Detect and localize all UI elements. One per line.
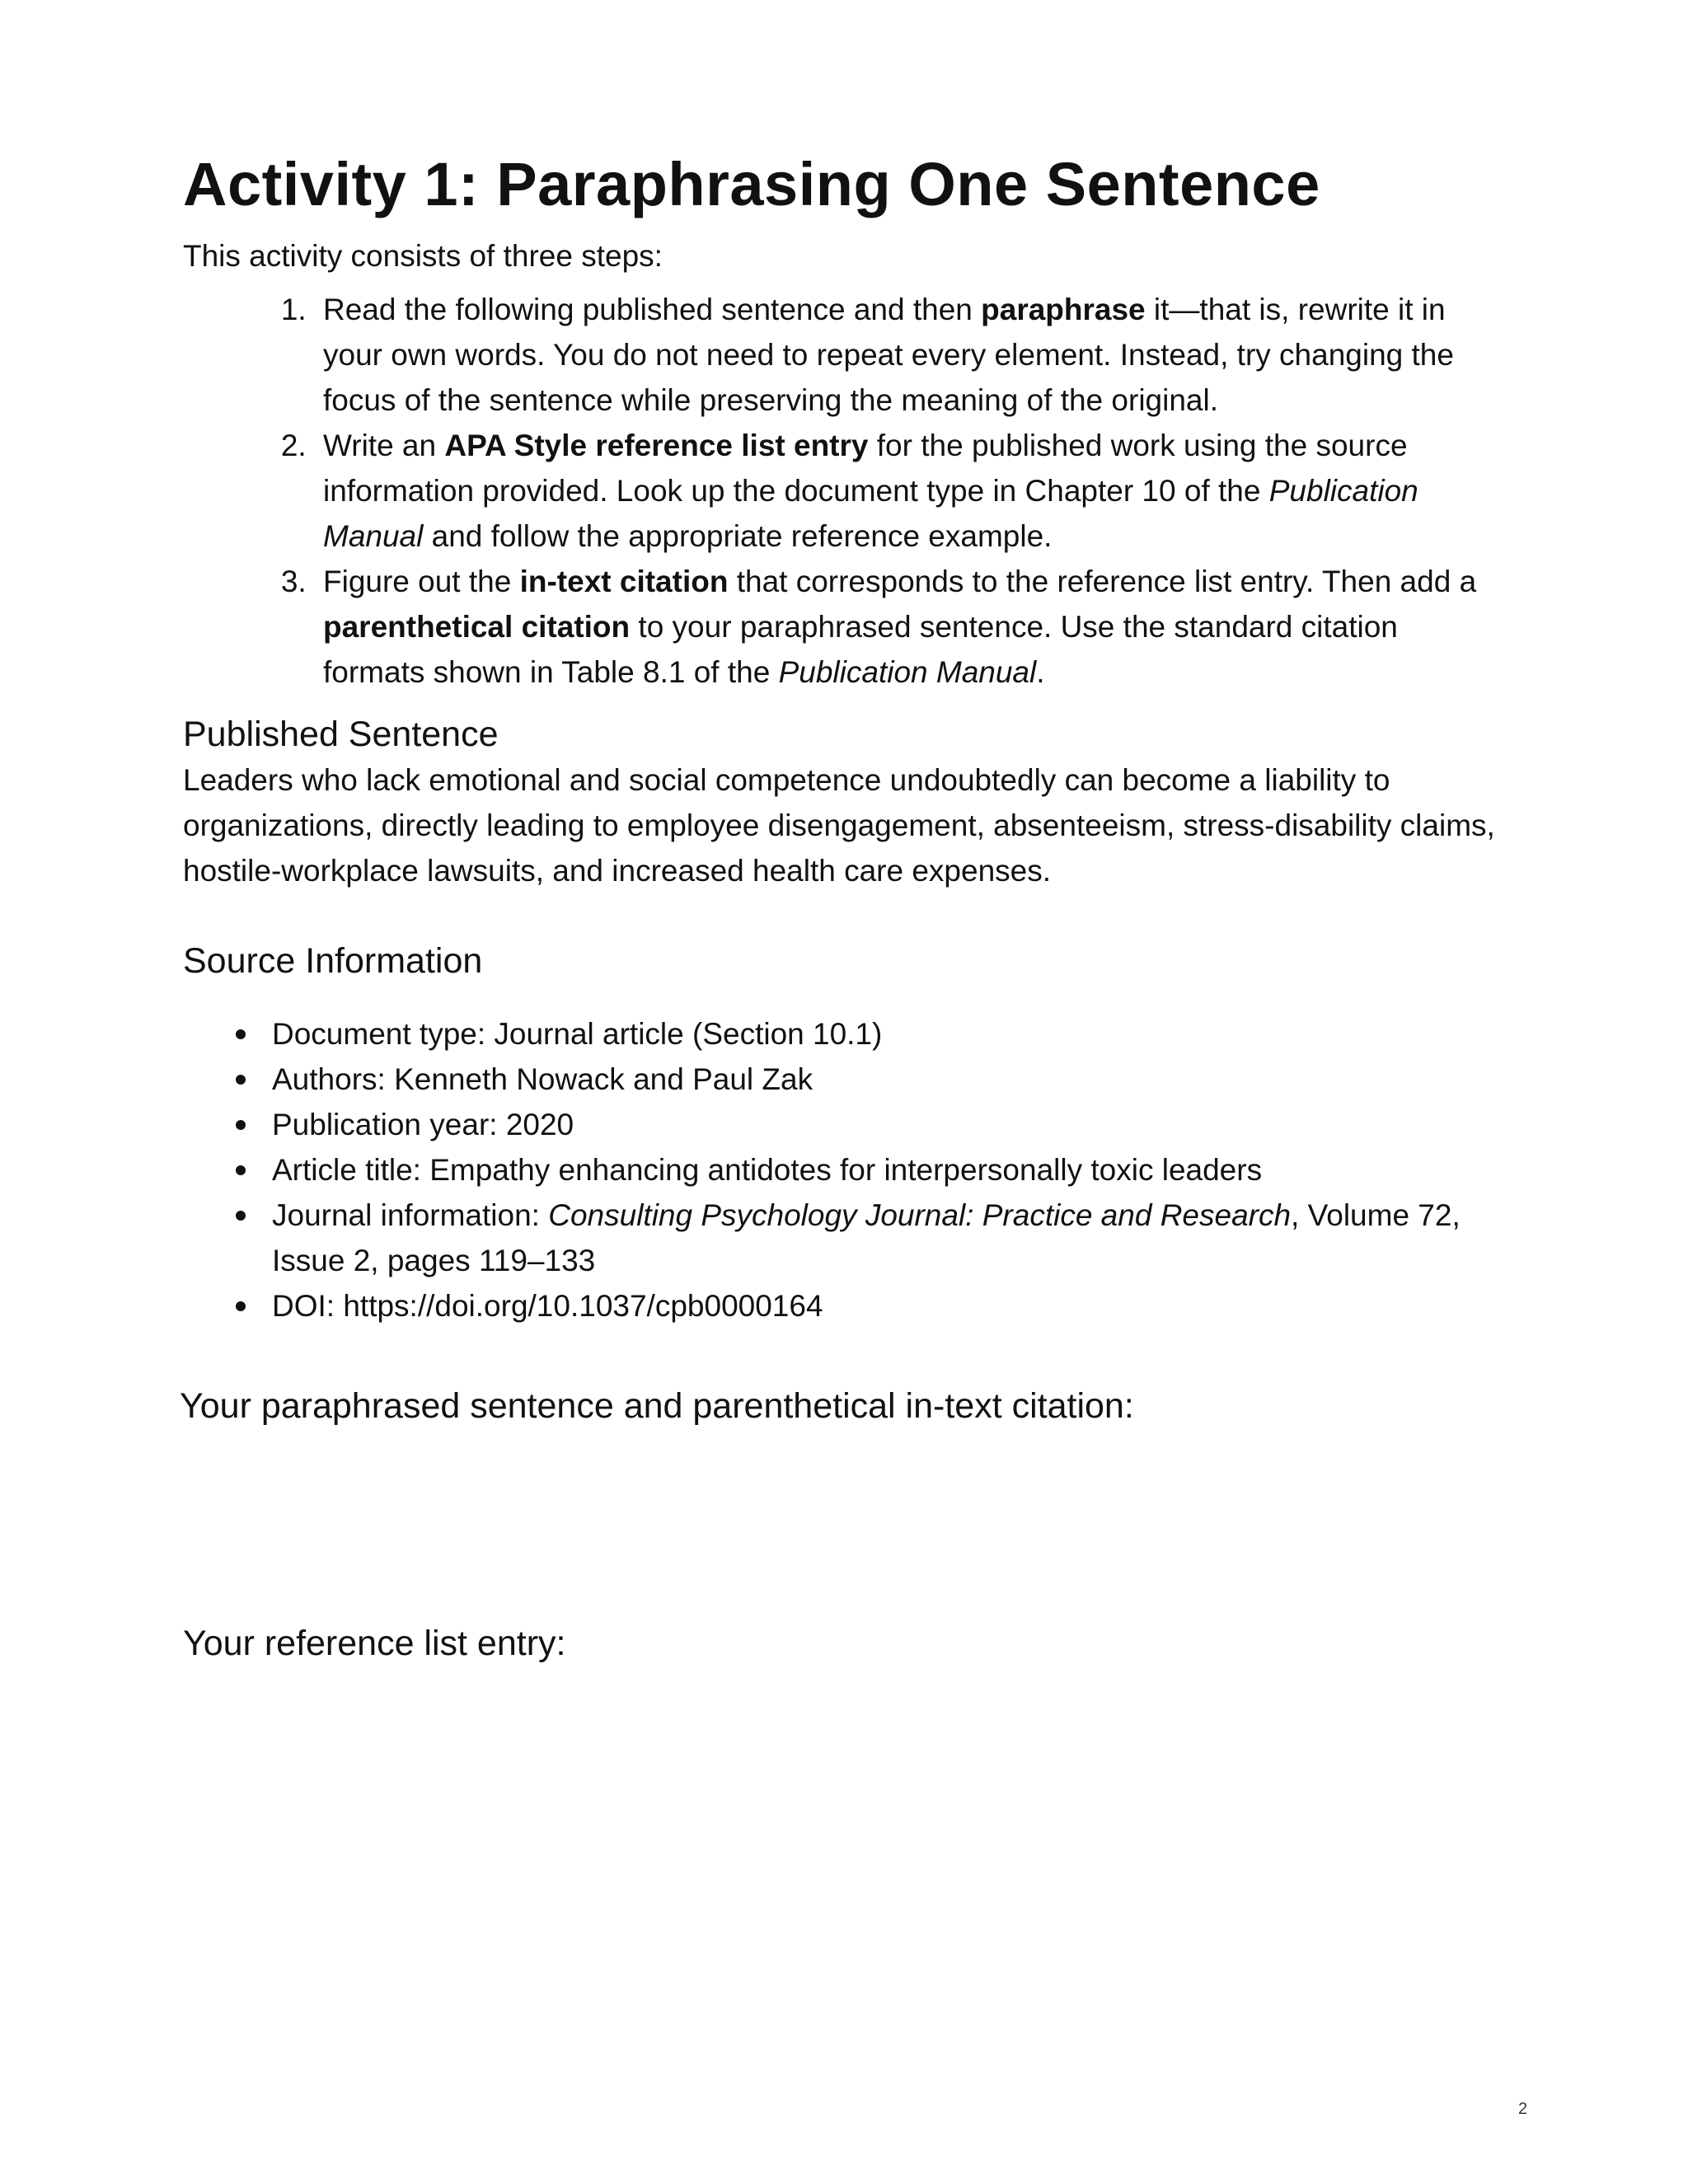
step-3-text-mid-2: to your paraphrased sentence. Use the standard citation formats shown in Table 8.1 of the (323, 609, 1398, 689)
source-information-heading: Source Information (183, 940, 483, 981)
source-year: Publication year: 2020 (272, 1102, 1502, 1147)
step-2 (315, 423, 1502, 559)
step-1-bold-term: paraphrase (981, 292, 1146, 326)
step-2-text: Write an (323, 428, 445, 462)
source-authors: Authors: Kenneth Nowack and Paul Zak (272, 1057, 1502, 1102)
step-3 (315, 559, 1502, 695)
step-2-text-rest: and follow the appropriate reference example. (423, 518, 1053, 553)
source-journal (272, 1193, 1502, 1283)
reference-entry-heading: Your reference list entry: (183, 1624, 566, 1664)
source-information-list (183, 1011, 1502, 1329)
journal-label: Journal information: (272, 1198, 549, 1233)
step-2-bold-term: APA Style reference list entry (444, 428, 869, 462)
steps-list (183, 287, 1502, 695)
source-doc-type: Document type: Journal article (Section 10.1) (272, 1011, 1502, 1057)
source-article-title: Article title: Empathy enhancing antidotes for interpersonally toxic leaders (272, 1147, 1502, 1193)
journal-details: , Volume 72, Issue 2, pages 119–133 (272, 1198, 1461, 1278)
step-1 (315, 287, 1502, 423)
source-doi: DOI: https://doi.org/10.1037/cpb0000164 (272, 1283, 1502, 1329)
step-3-text-mid: that corresponds to the reference list entry. Then add a (728, 564, 1477, 598)
intro-text: This activity consists of three steps: (183, 238, 663, 273)
step-3-italic-title: Publication Manual (778, 654, 1037, 689)
page-title: Activity 1: Paraphrasing One Sentence (183, 150, 1320, 218)
step-1-text-rest: it—that is, rewrite it in your own words. You do not need to repeat every element. Instead, try changing the focus of the sentence while preserving the meaning of the original. (323, 292, 1454, 417)
step-3-bold-term-2: parenthetical citation (323, 609, 631, 644)
published-sentence-heading: Published Sentence (183, 714, 499, 754)
page-number: 2 (1518, 2100, 1528, 2118)
published-sentence-text: Leaders who lack emotional and social competence undoubtedly can become a liability to organizations, directly leading to employee disengagement, absenteeism, stress-disability claims, hostile-workplace lawsuits, and increased health care expenses. (183, 762, 1495, 888)
document-page (180, 148, 1502, 1666)
step-1-text: Read the following published sentence and then (323, 292, 982, 326)
paraphrase-answer-area[interactable] (183, 1429, 1502, 1610)
step-3-text: Figure out the (323, 564, 520, 598)
step-3-text-end: . (1036, 654, 1045, 689)
journal-name: Consulting Psychology Journal: Practice and Research (548, 1198, 1292, 1233)
step-3-bold-term-1: in-text citation (519, 564, 729, 598)
step-2-italic-title: Publication Manual (323, 473, 1418, 553)
step-2-text-mid: for the published work using the source information provided. Look up the document type in Chapter 10 of the (323, 428, 1408, 508)
paraphrase-heading: Your paraphrased sentence and parenthetical in-text citation: (180, 1386, 1134, 1427)
